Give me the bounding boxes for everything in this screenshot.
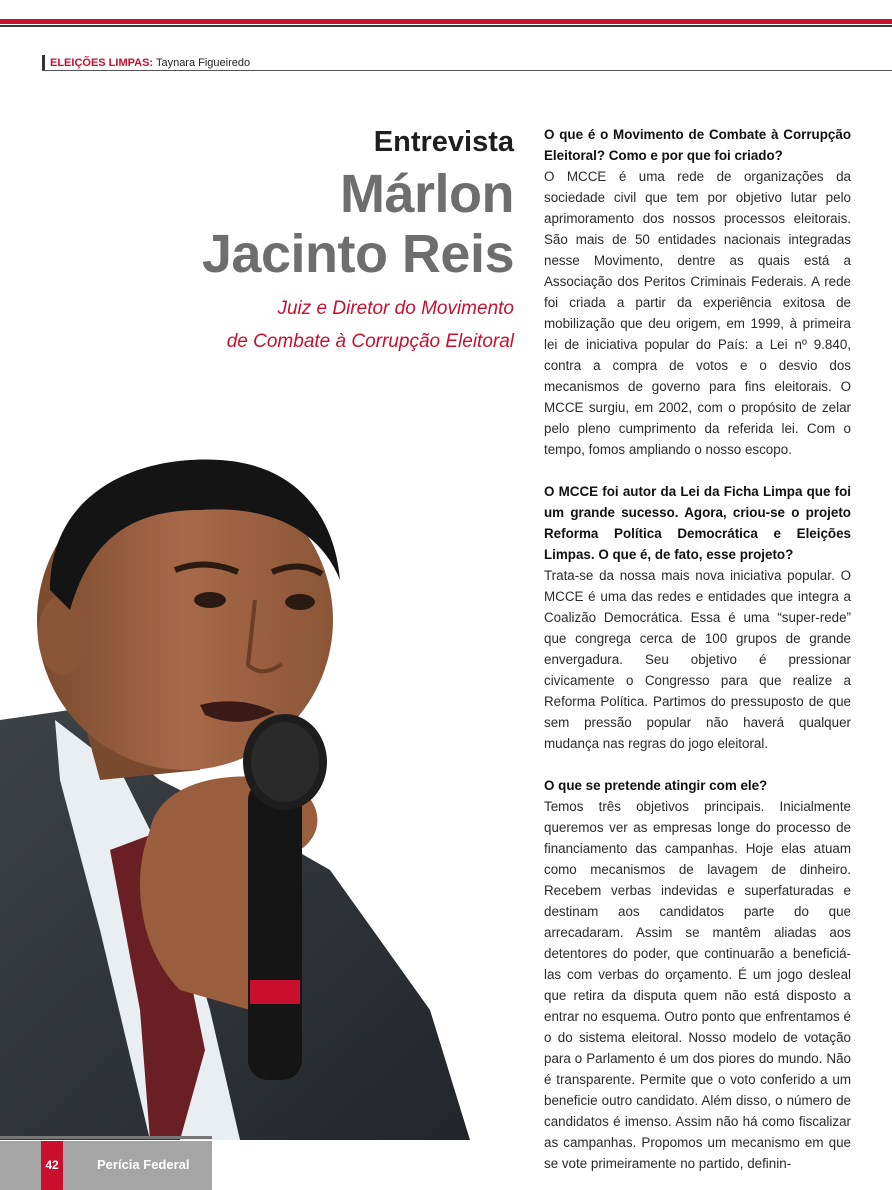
header-author: Taynara Figueiredo xyxy=(155,57,251,69)
role-line1: Juiz e Diretor do Movimento xyxy=(277,298,514,319)
header-marker xyxy=(42,55,45,71)
answer-2: Trata-se da nossa mais nova iniciativa popular. O MCCE é uma das redes e entidades que integra a Coalizão Democrática. Essa é uma “super-rede” que congrega cerca de 100 grupos de grande envergadura. Seu objetivo é pressionar civicamente o Congresso para que realize a Reforma Política. Partimos do pressuposto de que sem pressão popular não haverá qualquer mudança nas regras do jogo eleitoral. xyxy=(544,568,851,751)
question-1: O que é o Movimento de Combate à Corrupção Eleitoral? Como e por que foi criado? xyxy=(544,127,851,163)
kicker: Entrevista xyxy=(373,126,514,158)
page-number: 42 xyxy=(45,1158,59,1172)
question-3: O que se pretende atingir com ele? xyxy=(544,778,768,793)
answer-1: O MCCE é uma rede de organizações da sociedade civil que tem por objetivo lutar pelo aprimoramento dos nossos processos eleitorais. São mais de 50 entidades nacionais integradas nesse Movimento, dentre as quais está a Associação dos Peritos Criminais Federais. A rede foi criada a partir da experiência exitosa de mobilização que deu origem, em 1999, à primeira lei de iniciativa popular do País: a Lei nº 9.840, contra a compra de votos e o desvio dos mecanismos de governo para fins eleitorais. O MCCE surgiu, em 2002, com o propósito de zelar pelo pleno cumprimento da referida lei. Com o tempo, fomos ampliando o nosso escopo. xyxy=(544,169,851,457)
footer-rule xyxy=(0,1136,212,1139)
title-block xyxy=(202,124,514,358)
interviewee-role xyxy=(202,292,514,358)
header-rule xyxy=(42,70,892,71)
magazine-name: Perícia Federal xyxy=(97,1157,190,1172)
answer-3: Temos três objetivos principais. Inicialmente queremos ver as empresas longe do processo de financiamento das campanhas. Hoje elas atuam como mecanismos de lavagem de dinheiro. Recebem verbas indevidas e superfaturadas e destinam aos candidatos parte do que arrecadaram. Assim se mantêm aliadas aos detentores do poder, que continuarão a beneficiá-las com verbas do orçamento. É um jogo desleal que retira da disputa quem não está disposto a entrar no esquema. Outro ponto que enfrentamos é o do sistema eleitoral. Nosso modelo de votação para o Parlamento é um dos piores do mundo. Não é transparente. Permite que o voto conferido a um beneficie outro candidato. Além disso, o número de candidatos é imenso. Assim não há como fiscalizar as campanhas. Propomos um mecanismo em que se vote primeiramente no partido, definin- xyxy=(544,799,851,1171)
running-header xyxy=(50,57,250,69)
header-section: ELEIÇÕES LIMPAS: xyxy=(50,57,154,69)
interviewee-name-line2: Jacinto Reis xyxy=(201,224,514,284)
role-line2: de Combate à Corrupção Eleitoral xyxy=(226,331,514,352)
top-dark-rule xyxy=(0,25,892,27)
portrait-man-microphone-icon xyxy=(0,450,520,1140)
top-red-rule xyxy=(0,19,892,24)
interviewee-name-line1: Márlon xyxy=(339,164,514,224)
question-2: O MCCE foi autor da Lei da Ficha Limpa que foi um grande sucesso. Agora, criou-se o projeto Reforma Política Democrática e Eleições Limpas. O que é, de fato, esse projeto? xyxy=(544,484,851,562)
article-column xyxy=(544,124,851,1174)
